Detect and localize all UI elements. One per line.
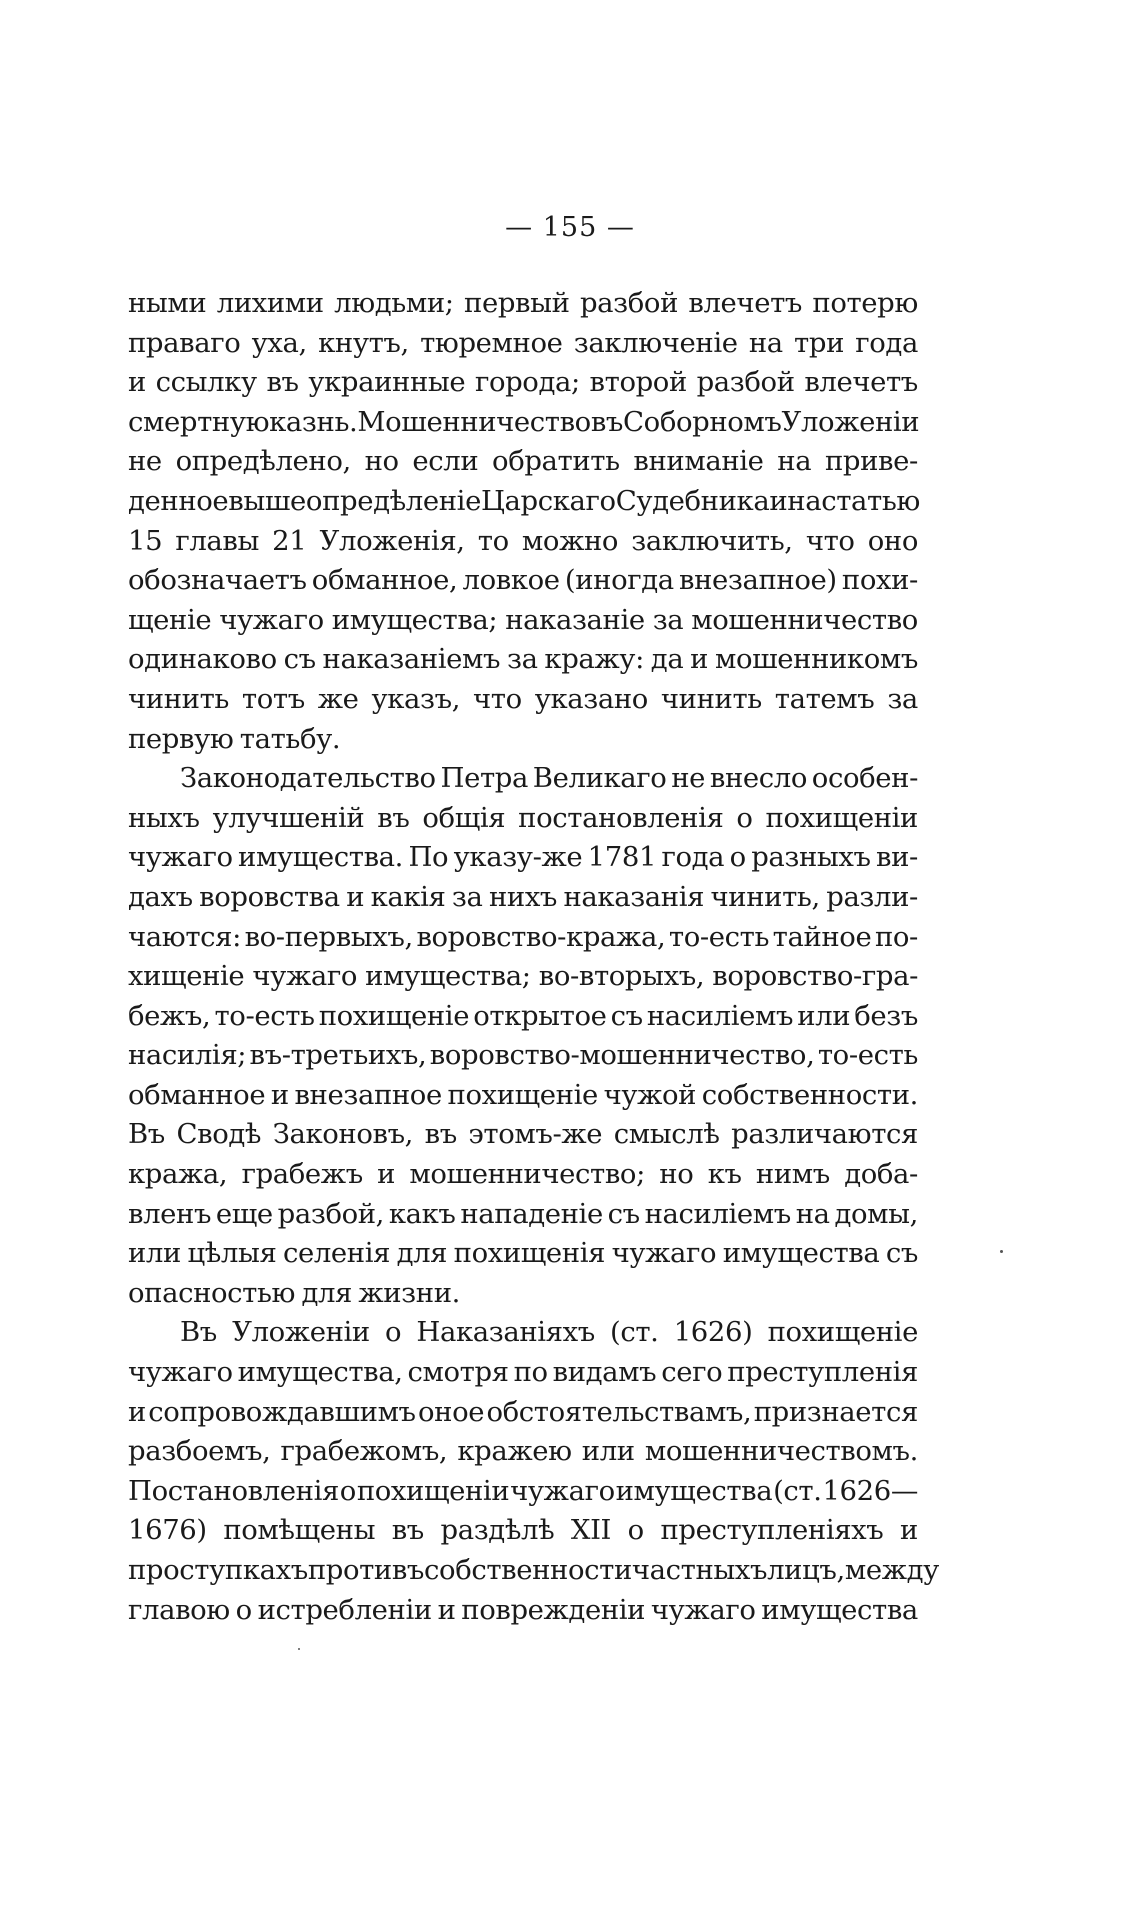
word: на	[748, 326, 783, 359]
word: (ст.	[610, 1316, 659, 1349]
word: безъ	[854, 999, 918, 1032]
word: общія	[422, 801, 506, 834]
word: сего	[661, 1356, 723, 1389]
word: насиліемъ	[644, 1197, 791, 1230]
word: чужой	[603, 1078, 697, 1111]
word: доба-	[844, 1158, 918, 1191]
word: противъ	[307, 1554, 425, 1586]
word: чужаго	[650, 1593, 756, 1626]
text-line	[128, 1551, 939, 1591]
word: жизни.	[358, 1276, 460, 1309]
word: хищеніе	[128, 960, 245, 993]
word: указано	[534, 682, 648, 715]
word: сопровождавшимъ	[148, 1395, 416, 1428]
word: похищеніе	[767, 1316, 918, 1349]
word: и	[690, 643, 709, 676]
word: Петра	[440, 762, 528, 795]
word: имущества	[722, 1237, 880, 1270]
word: особен-	[811, 762, 918, 795]
word: имущества	[615, 1474, 773, 1507]
word: на	[787, 484, 822, 517]
word: воровство-кража,	[416, 920, 666, 953]
word: имущества;	[365, 960, 531, 993]
text-line	[128, 1036, 918, 1076]
word: наказанія	[563, 880, 705, 913]
text-line	[128, 442, 918, 482]
word: (ст.	[773, 1474, 822, 1507]
word: въ	[424, 1118, 457, 1151]
word: похищенія	[453, 1237, 606, 1270]
word: Наказаніяхъ	[416, 1316, 595, 1349]
word: съ	[610, 999, 643, 1032]
word: и	[769, 484, 788, 517]
word: чинить	[660, 682, 762, 715]
word: поврежденіи	[461, 1593, 646, 1626]
word: дахъ	[128, 880, 193, 913]
word: въ	[391, 1514, 424, 1547]
word: и	[377, 1158, 396, 1191]
word: о	[339, 1474, 356, 1507]
word: смертную	[128, 405, 270, 438]
word: лихими	[216, 287, 324, 319]
word: первый	[464, 287, 570, 319]
word: и	[900, 1514, 918, 1547]
word: съ	[283, 643, 316, 676]
word: одинаково	[128, 643, 277, 676]
print-speck	[1000, 1250, 1003, 1253]
word: влечетъ	[804, 366, 918, 399]
word: имущества.	[238, 841, 404, 874]
word: украинные	[308, 366, 466, 399]
word: Въ	[180, 1316, 217, 1349]
page-number: — 155 —	[505, 212, 635, 243]
word: чужаго	[128, 841, 233, 874]
word: потерю	[812, 287, 918, 319]
word: три	[794, 326, 844, 359]
word: имущества,	[237, 1356, 403, 1389]
word: разбой	[696, 366, 795, 399]
text-line	[128, 759, 918, 799]
word: въ-третьихъ,	[249, 1039, 427, 1072]
text-line	[128, 957, 918, 997]
text-line	[128, 1234, 918, 1274]
word: не	[128, 445, 162, 478]
word: о	[736, 801, 753, 834]
word: но	[659, 1158, 694, 1191]
word: указъ,	[371, 682, 461, 715]
word: то-есть	[668, 920, 770, 953]
word: обманное	[128, 1078, 266, 1111]
word: еще	[215, 1197, 273, 1230]
word: денное	[128, 484, 229, 517]
word: вниманіе	[633, 445, 764, 478]
word: похи-	[841, 564, 918, 597]
word: истребленіи	[257, 1593, 432, 1626]
word: то	[477, 524, 509, 557]
word: какъ	[388, 1197, 456, 1230]
word: и	[346, 880, 365, 913]
word: о	[627, 1514, 644, 1547]
word: за	[887, 682, 918, 715]
word: влечетъ	[688, 287, 802, 319]
word: Царскаго	[480, 484, 616, 517]
word: къ	[707, 1158, 742, 1191]
text-line	[128, 1511, 918, 1551]
word: имущества;	[331, 603, 498, 636]
word: внесло	[709, 762, 807, 795]
text-line	[128, 522, 918, 562]
word: тюремное	[420, 326, 563, 359]
word: и	[437, 1593, 456, 1626]
text-line	[128, 561, 918, 601]
word: главою	[128, 1593, 230, 1626]
word: статью	[821, 484, 920, 517]
word: Сводѣ	[176, 1118, 262, 1151]
word: опредѣлено,	[175, 445, 351, 478]
text-line	[128, 363, 918, 403]
text-line	[128, 1195, 918, 1235]
word: помѣщены	[223, 1514, 376, 1547]
word: тотъ	[241, 682, 305, 715]
word: или	[128, 1237, 181, 1270]
text-line	[128, 1591, 918, 1631]
word: частныхъ	[631, 1554, 768, 1586]
word: смотря	[407, 1356, 509, 1389]
text-line	[128, 482, 918, 522]
word: цѣлыя	[187, 1237, 277, 1270]
word: наказаніе	[505, 603, 645, 636]
word: наказаніемъ	[322, 643, 501, 676]
text-line	[128, 403, 918, 443]
word: 15	[128, 524, 163, 557]
word: воровство-мошенничество,	[429, 1039, 815, 1072]
word: бежъ,	[128, 999, 211, 1032]
word: Законодательство	[180, 762, 436, 795]
word: второй	[589, 366, 687, 399]
word: признается	[753, 1395, 918, 1428]
text-line	[128, 680, 918, 720]
word: раздѣлѣ	[440, 1514, 555, 1547]
word: обозначаетъ	[128, 564, 307, 597]
text-line	[128, 1432, 918, 1472]
word: разбоемъ,	[128, 1435, 271, 1468]
word: но	[364, 445, 399, 478]
word: щеніе	[128, 603, 212, 636]
word: чужаго	[128, 1356, 233, 1389]
text-line	[128, 1472, 918, 1512]
word: Законовъ,	[272, 1118, 414, 1151]
word: въ	[266, 366, 299, 399]
word: кнутъ,	[318, 326, 409, 359]
word: заключить,	[631, 524, 793, 557]
word: ссылку	[155, 366, 257, 399]
word: видамъ	[552, 1356, 657, 1389]
word: 21	[272, 524, 307, 557]
text-line	[128, 1076, 918, 1116]
word: По	[408, 841, 449, 874]
word: по-	[874, 920, 918, 953]
word: для	[396, 1237, 448, 1270]
word: Мошенничество	[357, 405, 591, 438]
word: Судебника	[615, 484, 770, 517]
word: Уложеніи	[781, 405, 920, 438]
word: во-первыхъ,	[244, 920, 413, 953]
text-line	[128, 878, 918, 918]
word: обратить	[492, 445, 620, 478]
word: первую	[128, 722, 234, 755]
word: домы,	[834, 1197, 918, 1230]
word: казнь.	[269, 405, 358, 438]
word: насилія;	[128, 1039, 247, 1072]
word: собственности.	[701, 1078, 918, 1111]
word: похищеніе	[447, 1078, 598, 1111]
word: похищеніи	[765, 801, 918, 834]
text-line	[128, 1155, 918, 1195]
word: или	[581, 1435, 635, 1468]
word: нападеніе	[460, 1197, 603, 1230]
word: внезапное	[294, 1078, 442, 1111]
word: года	[661, 841, 725, 874]
text-line	[128, 640, 918, 680]
word: или	[797, 999, 851, 1032]
text-line	[128, 1274, 918, 1314]
word: имущества	[761, 1593, 918, 1626]
word: Великаго	[532, 762, 667, 795]
word: нимъ	[755, 1158, 830, 1191]
word: то-есть	[817, 1039, 918, 1072]
word: Постановленія	[128, 1474, 339, 1507]
word: опредѣленіе	[305, 484, 481, 517]
word: мошенничествомъ.	[644, 1435, 918, 1468]
word: 1676)	[128, 1514, 207, 1547]
text-line	[128, 799, 918, 839]
word: и	[128, 1395, 146, 1428]
word: опасностью	[128, 1276, 296, 1309]
word: о	[385, 1316, 402, 1349]
word: указу-же	[453, 841, 583, 874]
word: оно	[867, 524, 918, 557]
word: татьбу.	[239, 722, 341, 755]
word: обстоятельствамъ,	[486, 1395, 752, 1428]
word: разли-	[826, 880, 918, 913]
word: за	[506, 643, 538, 676]
word: Уложенія,	[319, 524, 465, 557]
word: выше	[228, 484, 306, 517]
text-line	[128, 1393, 918, 1433]
word: XII	[570, 1514, 612, 1547]
word: кражу:	[544, 643, 644, 676]
word: да	[650, 643, 684, 676]
word: людьми;	[334, 287, 454, 319]
word: за	[451, 880, 483, 913]
word: воровство-гра-	[712, 960, 918, 993]
word: въ	[590, 405, 624, 438]
word: чужаго	[510, 1474, 615, 1507]
word: чужаго	[252, 960, 358, 993]
word: кража,	[128, 1158, 228, 1191]
word: 1626—	[822, 1474, 918, 1507]
word: что	[805, 524, 855, 557]
word: тайное	[772, 920, 872, 953]
word: по	[513, 1356, 548, 1389]
word: собственности	[424, 1554, 632, 1586]
text-line	[128, 324, 918, 364]
word: ными	[128, 287, 207, 319]
word: смыслѣ	[613, 1118, 720, 1151]
word: селенія	[282, 1237, 391, 1270]
word: на	[795, 1197, 830, 1230]
body-text	[128, 284, 939, 1630]
word: мошенничество	[691, 603, 918, 636]
text-line	[128, 1313, 918, 1353]
word: 1781	[587, 841, 657, 874]
word: лицъ,	[767, 1554, 845, 1586]
word: не	[671, 762, 706, 795]
word: вленъ	[128, 1197, 212, 1230]
word: чинить,	[710, 880, 820, 913]
text-line	[128, 1115, 918, 1155]
text-line	[128, 720, 918, 760]
word: разныхъ	[751, 841, 871, 874]
word: улучшеній	[212, 801, 365, 834]
word: воровства	[199, 880, 340, 913]
word: чаются:	[128, 920, 241, 953]
word: ви-	[876, 841, 918, 874]
text-line	[128, 838, 918, 878]
word: чужаго	[611, 1237, 717, 1270]
word: съ	[607, 1197, 640, 1230]
word: для	[301, 1276, 353, 1309]
word: Соборномъ	[623, 405, 782, 438]
word: обманное,	[311, 564, 458, 597]
word: уха,	[251, 326, 307, 359]
word: преступленія	[727, 1356, 918, 1389]
print-speck	[298, 1648, 300, 1650]
word: между	[844, 1554, 939, 1586]
word: чужаго	[219, 603, 324, 636]
word: открытое	[473, 999, 607, 1032]
word: и	[128, 366, 146, 399]
word: главы	[175, 524, 260, 557]
word: о	[235, 1593, 252, 1626]
word: внезапное)	[679, 564, 837, 597]
word: чинить	[128, 682, 229, 715]
word: (иногда	[564, 564, 674, 597]
text-line	[128, 284, 918, 324]
word: праваго	[128, 326, 241, 359]
word: оное	[418, 1395, 485, 1428]
word: года	[855, 326, 918, 359]
word: за	[652, 603, 684, 636]
word: какія	[370, 880, 446, 913]
text-line	[128, 918, 918, 958]
word: на	[777, 445, 812, 478]
word: города;	[474, 366, 580, 399]
word: о	[729, 841, 746, 874]
word: заключеніе	[573, 326, 738, 359]
word: съ	[885, 1237, 918, 1270]
word: можно	[521, 524, 619, 557]
word: разбой	[579, 287, 678, 319]
word: татемъ	[774, 682, 875, 715]
word: Уложеніи	[232, 1316, 370, 1349]
word: мошенникомъ	[714, 643, 918, 676]
word: же	[317, 682, 359, 715]
word: грабежъ	[241, 1158, 363, 1191]
word: ловкое	[462, 564, 560, 597]
word: постановленія	[518, 801, 724, 834]
word: этомъ-же	[468, 1118, 603, 1151]
word: преступленіяхъ	[660, 1514, 884, 1547]
word: во-вторыхъ,	[538, 960, 705, 993]
word: нихъ	[488, 880, 558, 913]
word: 1626)	[673, 1316, 753, 1349]
word: похищеніи	[356, 1474, 510, 1507]
word: различаются	[731, 1118, 918, 1151]
word: если	[412, 445, 479, 478]
word: приве-	[824, 445, 918, 478]
word: то-есть	[214, 999, 315, 1032]
text-line	[128, 997, 918, 1037]
word: мошенничество;	[409, 1158, 645, 1191]
word: кражею	[457, 1435, 572, 1468]
word: проступкахъ	[128, 1554, 308, 1586]
word: и	[270, 1078, 289, 1111]
word: что	[473, 682, 522, 715]
word: насиліемъ	[646, 999, 794, 1032]
word: похищеніе	[318, 999, 470, 1032]
word: разбой,	[277, 1197, 385, 1230]
word: грабежомъ,	[280, 1435, 448, 1468]
text-line	[128, 1353, 918, 1393]
word: въ	[377, 801, 410, 834]
text-line	[128, 601, 918, 641]
word: Въ	[128, 1118, 165, 1151]
word: ныхъ	[128, 801, 200, 834]
